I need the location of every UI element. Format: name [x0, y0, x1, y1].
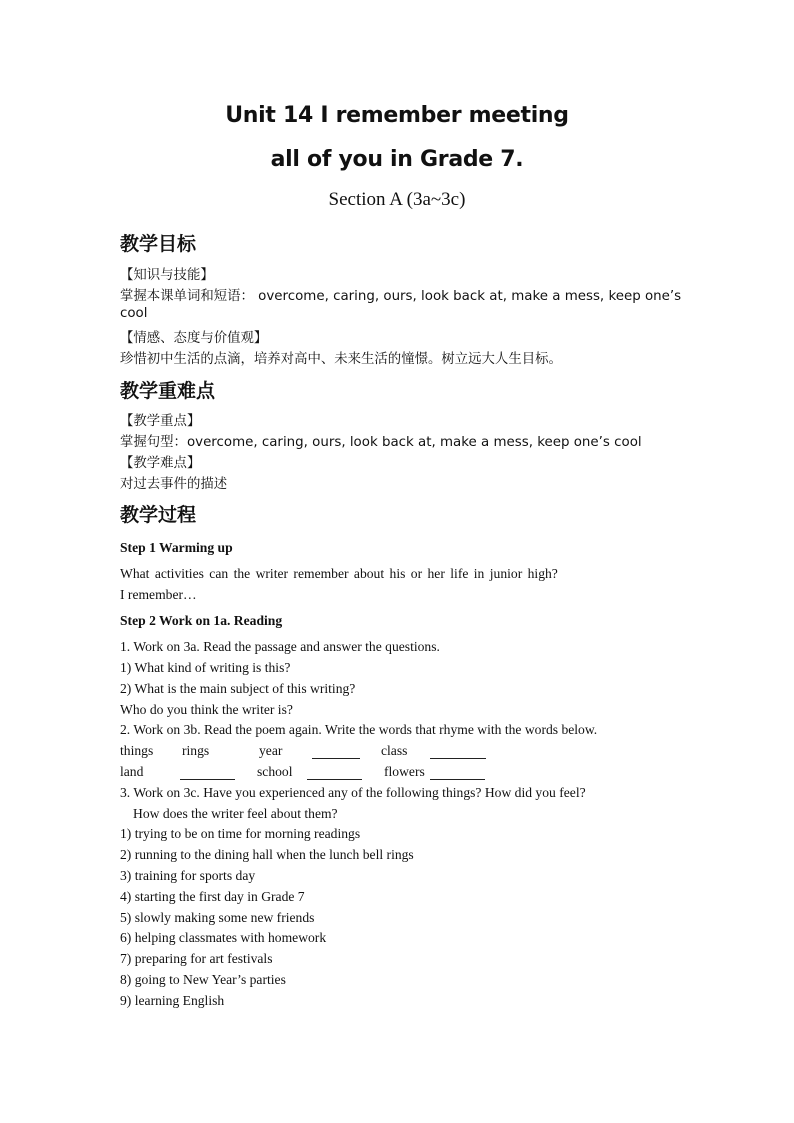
task1-question-1: 1) What kind of writing is this?	[120, 660, 291, 675]
focus-text: 掌握句型：overcome, caring, ours, look back at, make a mess, keep one’s cool	[120, 435, 642, 450]
answer-blank-flowers[interactable]	[430, 779, 485, 780]
focus-label: 【教学重点】	[120, 414, 201, 429]
rhyme-word-flowers: flowers	[384, 764, 425, 779]
objectives-heading: 教学目标	[120, 233, 197, 255]
knowledge-line-2: cool	[120, 306, 148, 321]
answer-blank-land[interactable]	[180, 779, 235, 780]
knowledge-label: 【知识与技能】	[120, 268, 214, 283]
step1-answer: I remember…	[120, 587, 197, 602]
answer-blank-class[interactable]	[430, 758, 486, 759]
list-item: 5) slowly making some new friends	[120, 910, 315, 925]
list-item: 4) starting the first day in Grade 7	[120, 889, 305, 904]
section-subtitle: Section A (3a~3c)	[328, 189, 466, 210]
rhyme-word-things: things	[120, 743, 154, 758]
step1-title: Step 1 Warming up	[120, 540, 233, 555]
emotion-label: 【情感、态度与价值观】	[120, 331, 268, 346]
answer-blank-year[interactable]	[312, 758, 360, 759]
emotion-text: 珍惜初中生活的点滴，培养对高中、未来生活的憧憬。树立远大人生目标。	[120, 352, 562, 367]
key-points-heading: 教学重难点	[120, 380, 216, 402]
task1-question-3: Who do you think the writer is?	[120, 702, 293, 717]
list-item: 7) preparing for art festivals	[120, 951, 273, 966]
list-item: 3) training for sports day	[120, 868, 256, 883]
rhyme-word-land: land	[120, 764, 144, 779]
task3-line-2: How does the writer feel about them?	[133, 806, 338, 821]
rhyme-word-rings: rings	[182, 743, 210, 758]
rhyme-word-year: year	[259, 743, 283, 758]
knowledge-line-1: 掌握本课单词和短语： overcome, caring, ours, look back at, make a mess, keep one’s	[120, 289, 682, 304]
task1-question-2: 2) What is the main subject of this writing?	[120, 681, 356, 696]
rhyme-word-school: school	[257, 764, 293, 779]
task1-text: 1. Work on 3a. Read the passage and answer the questions.	[120, 639, 440, 654]
process-heading: 教学过程	[120, 504, 197, 526]
list-item: 6) helping classmates with homework	[120, 930, 327, 945]
difficulty-label: 【教学难点】	[120, 456, 201, 471]
title-line-2: all of you in Grade 7.	[270, 147, 524, 172]
title-line-1: Unit 14 I remember meeting	[225, 103, 569, 128]
step1-question: What activities can the writer remember about his or her life in junior high?	[120, 566, 558, 581]
step2-title: Step 2 Work on 1a. Reading	[120, 613, 283, 628]
answer-blank-school[interactable]	[307, 779, 362, 780]
difficulty-text: 对过去事件的描述	[120, 477, 228, 492]
task3-line-1: 3. Work on 3c. Have you experienced any of the following things? How did you feel?	[120, 785, 586, 800]
task2-text: 2. Work on 3b. Read the poem again. Write the words that rhyme with the words below.	[120, 722, 598, 737]
list-item: 1) trying to be on time for morning readings	[120, 826, 361, 841]
list-item: 2) running to the dining hall when the lunch bell rings	[120, 847, 414, 862]
rhyme-word-class: class	[381, 743, 408, 758]
list-item: 9) learning English	[120, 993, 225, 1008]
list-item: 8) going to New Year’s parties	[120, 972, 286, 987]
